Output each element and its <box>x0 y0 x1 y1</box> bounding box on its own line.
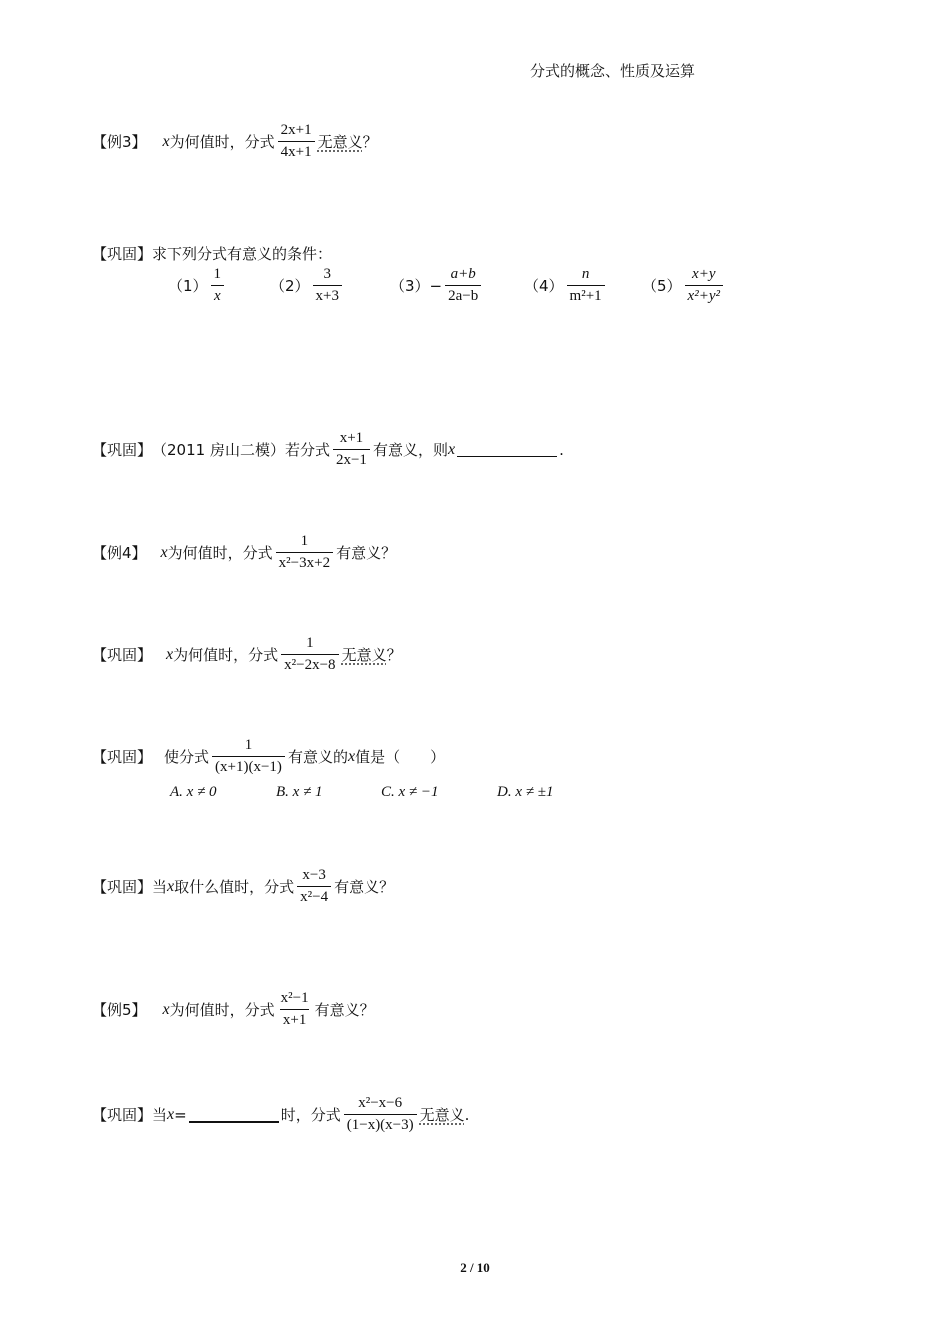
numerator: a+b <box>450 266 476 282</box>
sub-item-1 <box>168 266 227 305</box>
numerator: x−3 <box>302 867 326 883</box>
numerator: x+y <box>692 266 716 282</box>
period: . <box>464 1105 470 1124</box>
fraction <box>212 737 285 776</box>
numerator: 1 <box>213 266 222 282</box>
numerator: 3 <box>323 266 332 282</box>
denominator: m²+1 <box>567 285 605 305</box>
fraction <box>211 266 225 305</box>
sub-item-4 <box>524 266 608 305</box>
consolidation-4 <box>92 737 445 776</box>
sub-item-label: （2） <box>270 277 310 295</box>
option-d[interactable]: D. x ≠ ±1 <box>497 784 554 800</box>
question-text: 使分式 <box>164 748 210 766</box>
denominator: x²−4 <box>297 886 331 906</box>
fraction <box>281 635 338 674</box>
option-a[interactable]: A. x ≠ 0 <box>170 784 217 800</box>
numerator: 1 <box>300 533 309 549</box>
question-text: 有意义？ <box>336 544 397 562</box>
emphasis-text: 无意义 <box>341 646 387 664</box>
variable: x <box>162 1000 170 1018</box>
example-3 <box>92 122 378 161</box>
consolidation-3 <box>92 635 402 674</box>
sub-item-3 <box>390 266 484 305</box>
emphasis-text: 无意义 <box>419 1106 465 1124</box>
fraction <box>567 266 605 305</box>
denominator: 2x−1 <box>333 449 370 469</box>
numerator: x+1 <box>339 430 364 446</box>
fraction <box>278 122 315 161</box>
numerator: x²−x−6 <box>358 1095 403 1111</box>
sub-item-label: （4） <box>524 277 564 295</box>
question-text: 为何值时，分式 <box>173 646 279 664</box>
consolidation-tag: 【巩固】 <box>92 748 153 766</box>
sub-item-5 <box>642 266 726 305</box>
page-header-title: 分式的概念、性质及运算 <box>530 62 696 80</box>
denominator: x²+y² <box>685 285 723 305</box>
question-text: 当 <box>152 878 168 896</box>
answer-blank[interactable] <box>457 442 557 457</box>
question-text: 有意义？ <box>314 1001 375 1019</box>
question-text: 为何值时，分式 <box>169 133 275 151</box>
question-text: 当 <box>152 1106 168 1124</box>
consolidation-2 <box>92 430 564 469</box>
consolidation-tag: 【巩固】 <box>92 1106 153 1124</box>
question-text: 有意义，则 <box>372 441 448 459</box>
variable: x <box>167 1105 175 1123</box>
denominator: x²−2x−8 <box>281 654 338 674</box>
variable: x <box>347 747 356 765</box>
consolidation-tag: 【巩固】 <box>92 441 153 459</box>
numerator: 1 <box>244 737 253 753</box>
numerator: 1 <box>306 635 314 651</box>
equals-sign: = <box>174 1105 187 1124</box>
fraction <box>685 266 723 305</box>
question-text: 时，分式 <box>280 1106 341 1124</box>
denominator: (1−x)(x−3) <box>344 1114 417 1134</box>
sub-item-label: （5） <box>642 277 682 295</box>
fraction <box>344 1095 417 1134</box>
question-mark: ？ <box>386 646 402 664</box>
consolidation-tag: 【巩固】 <box>92 646 153 664</box>
option-c[interactable]: C. x ≠ −1 <box>381 784 439 800</box>
question-text: 取什么值时，分式 <box>174 878 295 896</box>
denominator: x+3 <box>313 285 342 305</box>
option-b[interactable]: B. x ≠ 1 <box>276 784 323 800</box>
consolidation-tag: 【巩固】 <box>92 245 153 263</box>
question-text: 值是（ ） <box>355 748 446 766</box>
denominator: 4x+1 <box>278 141 315 161</box>
numerator: n <box>581 266 590 282</box>
example-tag: 【例5】 <box>92 1001 147 1019</box>
fraction <box>313 266 342 305</box>
fraction <box>445 266 481 305</box>
numerator: x²−1 <box>280 990 309 1006</box>
fraction <box>297 867 331 906</box>
example-tag: 【例3】 <box>92 133 147 151</box>
denominator: x+1 <box>280 1009 309 1029</box>
variable: x <box>167 877 175 895</box>
period: . <box>559 440 564 459</box>
consolidation-5 <box>92 867 394 906</box>
variable: x <box>447 440 456 458</box>
question-text: 求下列分式有意义的条件： <box>152 245 333 263</box>
variable: x <box>162 132 170 150</box>
denominator: (x+1)(x−1) <box>212 756 285 776</box>
question-text: 为何值时，分式 <box>167 544 273 562</box>
fraction <box>278 990 312 1029</box>
sub-item-label: （3） <box>390 277 430 295</box>
consolidation-1 <box>92 243 332 264</box>
page-number: 2 / 10 <box>460 1260 490 1275</box>
question-text: 有意义？ <box>334 878 395 896</box>
fraction <box>276 533 333 572</box>
numerator: 2x+1 <box>280 122 312 138</box>
denominator: x²−3x+2 <box>276 552 333 572</box>
answer-blank[interactable] <box>189 1107 279 1123</box>
question-text: 为何值时，分式 <box>169 1001 275 1019</box>
denominator: x <box>211 285 224 305</box>
example-tag: 【例4】 <box>92 544 147 562</box>
variable: x <box>166 645 174 663</box>
denominator: 2a−b <box>445 285 481 305</box>
consolidation-6 <box>92 1095 469 1134</box>
consolidation-tag: 【巩固】 <box>92 878 153 896</box>
example-5 <box>92 990 375 1029</box>
sub-item-2 <box>270 266 345 305</box>
sub-item-label: （1） <box>168 277 208 295</box>
fraction <box>333 430 370 469</box>
minus-sign: − <box>429 276 443 295</box>
question-mark: ？ <box>362 133 378 151</box>
variable: x <box>160 543 168 561</box>
question-text: （2011 房山二模）若分式 <box>152 441 330 459</box>
example-4 <box>92 533 396 572</box>
question-text: 有意义的 <box>287 748 348 766</box>
emphasis-text: 无意义 <box>317 133 363 151</box>
